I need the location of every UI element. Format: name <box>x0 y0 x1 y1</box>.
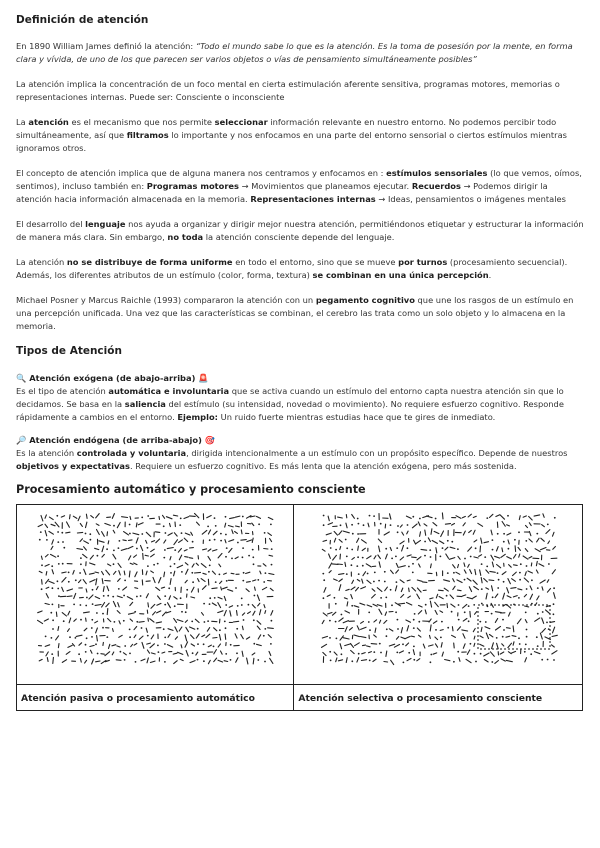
subheading-endogena: 🔎 Atención endógena (de arriba-abajo) 🎯 <box>16 435 216 445</box>
paragraph-concepto: El concepto de atención implica que de alguna manera nos centramos y enfocamos en : estímulos sensoriales (lo que vemos, oímos, sentimos), incluso también en: Programas motores → Movimientos que planeamos ejecutar. Recuerdos → Podemos dirigir la atención hacia información almacenada en la memoria. Representaciones internas → Ideas, pensamientos o imágenes mentales <box>16 168 582 204</box>
texture-image-automatic <box>35 511 275 671</box>
paragraph-endogena: Es la atención controlada y voluntaria, dirigida intencionalmente a un estímulo con un propósito específico. Depende de nuestros objetivos y expectativas. Requiere un esfuerzo cognitivo. Es más lenta que la atención exógena, pero más sostenida. <box>16 448 568 471</box>
caption-selective: Atención selectiva o procesamiento consciente <box>294 685 583 711</box>
target-icon: 🎯 <box>204 435 216 445</box>
caption-automatic: Atención pasiva o procesamiento automático <box>17 685 294 711</box>
image-cell-left <box>17 505 294 685</box>
paragraph-lenguaje: El desarrollo del lenguaje nos ayuda a organizar y dirigir mejor nuestra atención, permitiéndonos etiquetar y estructurar la información de manera más clara. Sin embargo, no toda la atención consciente depende del lenguaje. <box>16 219 584 242</box>
subheading-exogena: 🔍 Atención exógena (de abajo-arriba) 🚨 <box>16 373 209 383</box>
paragraph-mecanismo: La atención es el mecanismo que nos permite seleccionar información relevante en nuestro entorno. No podemos percibir todo simultáneamente, así que filtramos lo importante y nos enfocamos en una parte del entorno sensorial o ciertos estímulos mientras ignoramos otros. <box>16 117 567 153</box>
paragraph-exogena: Es el tipo de atención automática e involuntaria que se activa cuando un estímulo del entorno capta nuestra atención sin que lo decidamos. Se basa en la saliencia del estímulo (su intensidad, novedad o movimiento). No requiere esfuerzo cognitivo. Responde rápidamente a cambios en el entorno. Ejemplo: Un ruido fuerte mientras estudias hace que te gires de inmediato. <box>16 386 564 422</box>
paragraph-posner: Michael Posner y Marcus Raichle (1993) compararon la atención con un pegamento cognitivo que une los rasgos de un estímulo en una percepción unificada. Una vez que las características se combinan, el cerebro las trata como un solo objeto y lo almacena en la memoria. <box>16 295 574 331</box>
image-cell-right <box>294 505 583 685</box>
texture-image-selective <box>318 511 558 671</box>
texture-marks <box>322 513 558 665</box>
section-title-procesamiento: Procesamiento automático y procesamiento consciente <box>16 483 366 496</box>
texture-marks <box>38 513 274 664</box>
paragraph-james: En 1890 William James definió la atención: “Todo el mundo sabe lo que es la atención. Es la toma de posesión por la mente, en forma clara y vívida, de uno de los que parecen ser varios objetos o vías de pensamiento simultáneamente posibles” <box>16 41 573 64</box>
siren-icon: 🚨 <box>198 373 209 383</box>
section-title-tipos: Tipos de Atención <box>16 345 122 357</box>
magnifier-right-icon: 🔎 <box>16 435 27 445</box>
magnifier-icon: 🔍 <box>16 373 27 383</box>
paragraph-distribucion: La atención no se distribuye de forma uniforme en todo el entorno, sino que se mueve por turnos (procesamiento secuencial). Además, los diferentes atributos de un estímulo (color, forma, textura) se combinan en una única percepción. <box>16 257 568 280</box>
paragraph-foco-mental: La atención implica la concentración de un foco mental en cierta estimulación aferente sensitiva, programas motores, memorias o representaciones internas. Puede ser: Consciente o inconsciente <box>16 79 560 102</box>
section-title-definicion: Definición de atención <box>16 14 149 26</box>
comparison-table <box>16 504 583 711</box>
